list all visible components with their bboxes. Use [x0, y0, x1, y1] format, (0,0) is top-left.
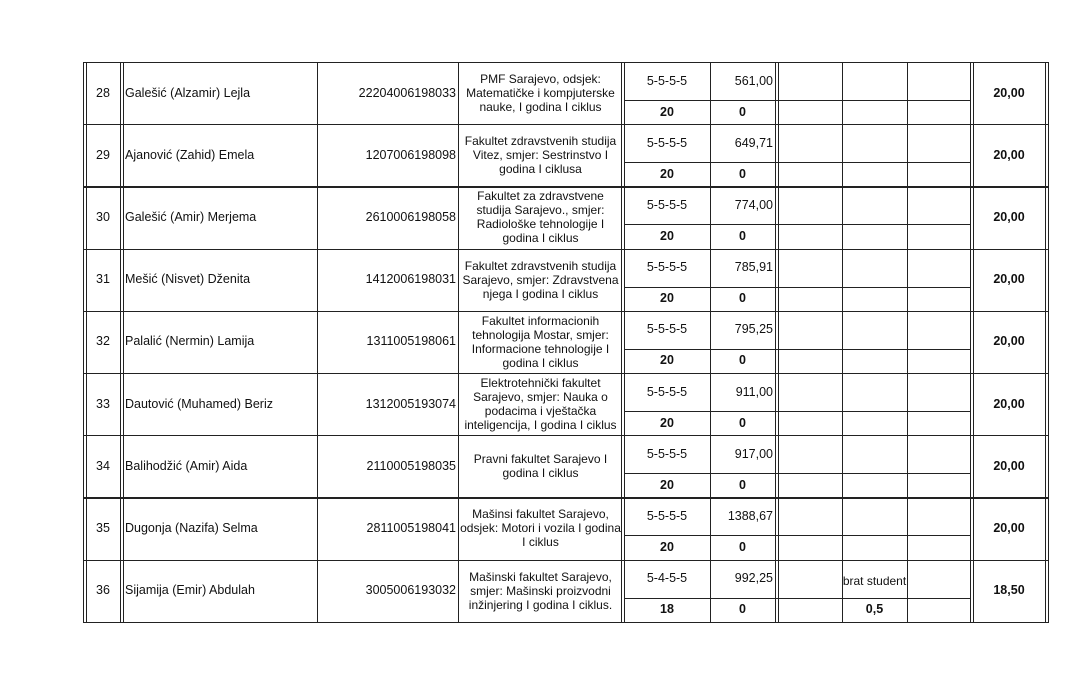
income: 992,25 — [734, 571, 773, 586]
jmbg: 2811005198041 — [366, 520, 456, 535]
total-points: 20,00 — [993, 147, 1025, 162]
total-points: 20,00 — [993, 272, 1025, 287]
grades: 5-5-5-5 — [646, 384, 688, 399]
row-number: 32 — [96, 334, 110, 349]
vertical-grid-line — [1045, 62, 1046, 622]
total-points: 20,00 — [993, 209, 1025, 224]
note-points — [842, 287, 907, 311]
jmbg: 2110005198035 — [366, 458, 456, 473]
total-points: 18,50 — [993, 583, 1025, 598]
income-points: 0 — [739, 166, 746, 181]
grade-points: 20 — [660, 166, 674, 181]
faculty-info: Fakultet za zdravstvene studija Sarajevo., smjer: Radiološke tehnologije I godina I ciklus — [476, 189, 605, 246]
vertical-grid-line — [120, 62, 121, 622]
faculty-info: PMF Sarajevo, odsjek: Matematičke i kompjuterske nauke, I godina I ciklus — [466, 72, 615, 115]
faculty-info: Elektrotehnički fakultet Sarajevo, smjer: Nauka o podacima i vještačka inteligencija, I godina I ciklus — [464, 376, 617, 433]
note — [842, 128, 907, 162]
row-number: 33 — [96, 396, 110, 411]
note-points — [842, 411, 907, 435]
jmbg: 1311005198061 — [366, 334, 456, 349]
grades: 5-5-5-5 — [646, 260, 688, 275]
total-points: 20,00 — [993, 334, 1025, 349]
note — [842, 377, 907, 411]
student-name: Palalić (Nermin) Lamija — [125, 334, 255, 349]
student-name: Ajanović (Zahid) Emela — [125, 147, 255, 162]
income-points: 0 — [739, 291, 746, 306]
jmbg: 3005006193032 — [365, 583, 456, 598]
note-points — [842, 349, 907, 373]
grades: 5-5-5-5 — [646, 322, 688, 337]
income: 649,71 — [734, 135, 773, 150]
vertical-grid-line — [775, 62, 776, 622]
jmbg: 1207006198098 — [365, 147, 456, 162]
faculty-info: Mašinsi fakultet Sarajevo, odsjek: Motori i vozila I godina I ciklus — [460, 507, 621, 550]
note-points — [842, 224, 907, 248]
vertical-grid-line — [778, 62, 779, 622]
row-number: 29 — [96, 147, 110, 162]
row-number: 34 — [96, 458, 110, 473]
income: 1388,67 — [727, 508, 773, 523]
grade-points: 20 — [660, 353, 674, 368]
faculty-info: Mašinski fakultet Sarajevo, smjer: Mašinski proizvodni inžinjering I godina I ciklus. — [468, 569, 613, 612]
student-name: Balihodžić (Amir) Aida — [125, 458, 248, 473]
total-points: 20,00 — [993, 85, 1025, 100]
income: 795,25 — [734, 322, 773, 337]
note — [842, 439, 907, 473]
note-points — [842, 100, 907, 124]
student-name: Dugonja (Nazifa) Selma — [125, 520, 258, 535]
income: 785,91 — [734, 260, 773, 275]
grade-points: 20 — [660, 477, 674, 492]
income: 561,00 — [734, 73, 773, 88]
income-points: 0 — [739, 415, 746, 430]
vertical-grid-line — [621, 62, 622, 622]
grades: 5-4-5-5 — [646, 571, 688, 586]
row-number: 30 — [96, 209, 110, 224]
row-number: 36 — [96, 583, 110, 598]
note — [842, 66, 907, 100]
total-points: 20,00 — [993, 458, 1025, 473]
grades: 5-5-5-5 — [646, 446, 688, 461]
note — [842, 190, 907, 224]
student-name: Galešić (Amir) Merjema — [125, 209, 257, 224]
row-number: 31 — [96, 272, 110, 287]
income-points: 0 — [739, 104, 746, 119]
note — [842, 253, 907, 287]
grade-points: 20 — [660, 228, 674, 243]
grades: 5-5-5-5 — [646, 73, 688, 88]
income-points: 0 — [739, 602, 746, 617]
grade-points: 18 — [660, 602, 674, 617]
grades: 5-5-5-5 — [646, 197, 688, 212]
faculty-info: Fakultet zdravstvenih studija Sarajevo, smjer: Zdravstvena njega I godina I ciklus — [462, 258, 619, 301]
total-points: 20,00 — [993, 396, 1025, 411]
vertical-grid-line — [458, 62, 459, 622]
student-name: Mešić (Nisvet) Dženita — [125, 272, 251, 287]
income-points: 0 — [739, 477, 746, 492]
note-points — [842, 473, 907, 497]
total-points: 20,00 — [993, 520, 1025, 535]
note-points — [842, 162, 907, 186]
note — [842, 315, 907, 349]
note-points — [842, 535, 907, 559]
row-number: 35 — [96, 520, 110, 535]
student-name: Sijamija (Emir) Abdulah — [125, 583, 255, 598]
grade-points: 20 — [660, 104, 674, 119]
note — [842, 501, 907, 535]
grade-points: 20 — [660, 539, 674, 554]
note: brat student — [842, 573, 907, 588]
student-name: Dautović (Muhamed) Beriz — [125, 396, 273, 411]
jmbg: 22204006198033 — [358, 85, 456, 100]
jmbg: 1412006198031 — [365, 272, 456, 287]
vertical-grid-line — [970, 62, 971, 622]
grades: 5-5-5-5 — [646, 135, 688, 150]
row-number: 28 — [96, 85, 110, 100]
income-points: 0 — [739, 539, 746, 554]
jmbg: 2610006198058 — [365, 209, 456, 224]
grades: 5-5-5-5 — [646, 508, 688, 523]
faculty-info: Fakultet informacionih tehnologija Mostar, smjer: Informacione tehnologije I godina I ciklus — [471, 313, 610, 370]
vertical-grid-line — [83, 62, 84, 622]
student-name: Galešić (Alzamir) Lejla — [125, 85, 251, 100]
grade-points: 20 — [660, 291, 674, 306]
grade-points: 20 — [660, 415, 674, 430]
income-points: 0 — [739, 353, 746, 368]
horizontal-grid-line — [83, 622, 1049, 623]
jmbg: 1312005193074 — [365, 396, 456, 411]
faculty-info: Pravni fakultet Sarajevo I godina I ciklus — [473, 452, 608, 481]
income: 917,00 — [734, 446, 773, 461]
vertical-grid-line — [907, 62, 908, 622]
income: 774,00 — [734, 197, 773, 212]
vertical-grid-line — [1048, 62, 1049, 622]
faculty-info: Fakultet zdravstvenih studija Vitez, smjer: Sestrinstvo I godina I ciklusa — [464, 134, 617, 177]
note-points: 0,5 — [865, 602, 884, 617]
income: 911,00 — [735, 384, 773, 399]
income-points: 0 — [739, 228, 746, 243]
